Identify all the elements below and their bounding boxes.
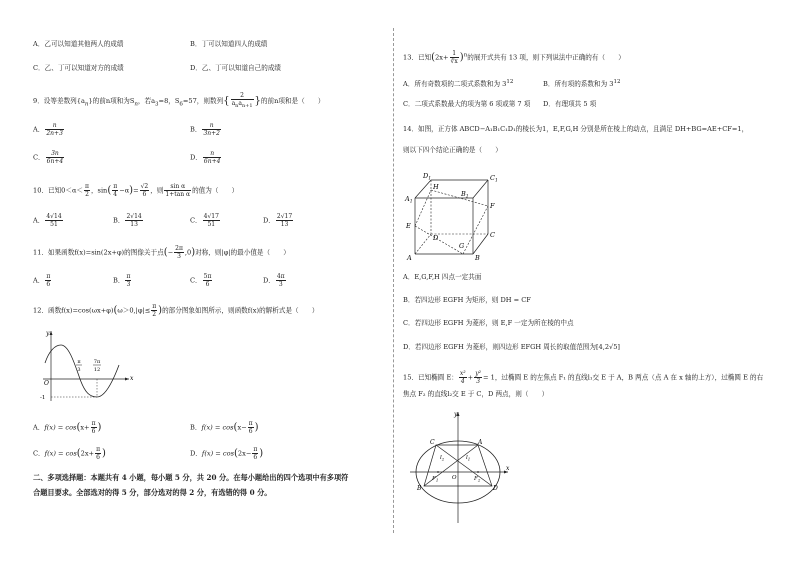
q14-option-c[interactable]: C．若四边形 EGFH 为菱形，则 E,F 一定为所在棱的中点 [403, 319, 574, 327]
q15-focus-f2 [477, 471, 479, 473]
q12-neg1-label: -1 [40, 395, 46, 401]
q14-label-d1: $D_1$ [423, 172, 432, 182]
q14-label-b1: $B_1$ [461, 190, 469, 200]
q8-option-c[interactable]: C．乙、丁可以知道对方的成绩 [33, 64, 124, 72]
q12-option-c[interactable]: C．f(x) = cos(2x+ $\frac{\pi}{6}$ ) [33, 446, 106, 461]
q14-label-c1: $C_1$ [490, 174, 498, 184]
q10-option-d[interactable]: D． $\frac{2√17}{13}$ [263, 213, 293, 228]
q12-tick1-den: 3 [77, 367, 81, 373]
q15-label-o: O [452, 475, 457, 481]
q8-option-d[interactable]: D．乙、丁可以知道自己的成绩 [190, 64, 282, 72]
q12-option-b[interactable]: B．f(x) = cos(x− $\frac{\pi}{6}$ ) [190, 420, 259, 435]
q9-option-a[interactable]: A． $\frac{n}{2n+3}$ [33, 122, 63, 137]
q11-option-d[interactable]: D． $\frac{4\pi}{3}$ [263, 273, 285, 288]
q14-option-a[interactable]: A．E,G,F,H 四点一定共面 [403, 273, 482, 281]
q11-option-a[interactable]: A． $\frac{\pi}{6}$ [33, 273, 51, 288]
q11-stem: 11．如果函数f(x)=sin(2x+φ)的图像关于点(− $\frac{2\pi}{3}$ ,0)对称，则|φ|的最小值是（ ） [33, 245, 290, 260]
q12-origin-label: O [44, 380, 49, 387]
q15-ellipse-figure [408, 408, 513, 528]
q8-option-b[interactable]: B．丁可以知道四人的成绩 [190, 40, 268, 48]
section2-heading-line1: 二、多项选择题：本题共有 4 小题，每小题 5 分，共 20 分。在每小题给出的四个选项中有多项符 [33, 473, 349, 482]
q14-segment-eg [415, 226, 463, 254]
section2-heading-line2: 合题目要求。全部选对的得 5 分，部分选对的得 2 分，有选错的得 0 分。 [33, 488, 272, 497]
q15-focus-f1 [437, 471, 439, 473]
q14-label-e: E [406, 222, 411, 230]
q12-tick2-num: 7π [93, 359, 101, 365]
q15-label-d: D [493, 485, 498, 492]
q9-stem: 9．设等差数列$\{a_n\}$的前n项和为$S_n$，若$a_3=8$，$S_6=57$，则数列{ $\frac{2}{a_na_{n+1}}$ }的前n项和是（ ） [33, 92, 325, 110]
q15-label-c: C [430, 439, 435, 446]
q15-stem-line1: 15．已知椭圆 E： $\frac{\text{x²}}{4}$ + $\frac{\text{y²}}{3}$ = 1，过椭圆 E 的左焦点 F₁ 的直线l₁交 E 于 A，B 两点（点 A 在 x 轴的上方），过椭圆 E 的右 [403, 370, 764, 385]
q9-option-b[interactable]: B． $\frac{n}{3n+2}$ [190, 122, 220, 137]
q12-y-label: y [46, 330, 50, 337]
q15-y-label: y [454, 411, 458, 418]
q15-label-l1: $l_1$ [466, 455, 471, 462]
q13-option-a[interactable]: A．所有奇数项的二项式系数和为 $3^{12}$ [403, 79, 514, 89]
q14-stem-line2: 则以下四个结论正确的是（ ） [403, 146, 502, 154]
q14-label-g: G [459, 242, 465, 250]
q9-option-d[interactable]: D． $\frac{n}{6n+4}$ [190, 150, 221, 165]
q14-label-h: H [433, 183, 439, 191]
q15-x-label: x [506, 465, 510, 472]
q10-stem: 10．已知0＜α＜ $\frac{\pi}{2}$ ，sin( $\frac{\pi}{4}$ −α)= $\frac{√2}{6}$ ，则 $\frac{\text{sin α}}{\text{1+tan α}}$ 的值为（ ） [33, 183, 239, 198]
right-column [403, 0, 763, 562]
left-column [30, 0, 380, 562]
q11-option-c[interactable]: C． $\frac{5\pi}{6}$ [190, 273, 212, 288]
q12-y-arrow [50, 331, 53, 335]
q15-line-l2 [436, 445, 492, 486]
q15-label-f2: $F_2$ [474, 476, 481, 483]
q10-option-c[interactable]: C． $\frac{4√17}{51}$ [190, 213, 219, 228]
q12-cosine-graph [35, 325, 155, 405]
q13-option-d[interactable]: D．有理项共 5 项 [543, 100, 597, 108]
q14-label-a: A [407, 254, 412, 262]
q12-stem: 12．函数f(x)=cos(ωx+φ)(ω＞0,|φ|≤ $\frac{\pi}{2}$ )的部分图象如图所示，则函数f(x)的解析式是（ ） [33, 303, 319, 318]
q14-label-c: C [490, 231, 495, 239]
q14-label-b: B [475, 254, 480, 262]
q14-edge-bc [473, 234, 488, 254]
q12-x-label: x [130, 375, 134, 382]
q14-label-a1: $A_1$ [405, 195, 413, 205]
q14-stem-line1: 14．如图，正方体 ABCD−A₁B₁C₁D₁的棱长为1，E,F,G,H 分别是所在棱上的动点，且满足 DH+BG=AE+CF=1， [403, 125, 749, 133]
q8-option-a[interactable]: A．乙可以知道其他两人的成绩 [33, 40, 124, 48]
q12-x-arrow [125, 378, 129, 381]
q14-edge-b1c1 [473, 180, 488, 198]
q13-option-b[interactable]: B．所有项的系数和为 $3^{12}$ [543, 79, 621, 89]
q14-edge-ad [415, 234, 431, 254]
q14-label-d: D [433, 234, 439, 242]
q9-option-c[interactable]: C． $\frac{3n}{6n+4}$ [33, 150, 64, 165]
q13-stem: 13．已知(2x+ $\frac{1}{∛x}$ )$^n$的展开式共有 13 项，则下列说法中正确的有（ ） [403, 50, 625, 65]
q11-option-b[interactable]: B． $\frac{\pi}{3}$ [113, 273, 131, 288]
q15-label-a: A [478, 439, 483, 446]
q14-option-d[interactable]: D．若四边形 EGFH 为菱形，则四边形 EFGH 周长的取值范围为[4,2√5] [403, 343, 620, 351]
q14-segment-gf [463, 206, 488, 254]
q12-option-a[interactable]: A．f(x) = cos(x+ $\frac{\pi}{6}$ ) [33, 420, 102, 435]
q15-label-l2: $l_2$ [440, 455, 445, 462]
q15-label-b: B [417, 485, 422, 492]
q12-tick2-den: 12 [93, 367, 101, 373]
q14-label-f: F [490, 202, 495, 210]
q10-option-a[interactable]: A． $\frac{4√14}{51}$ [33, 213, 62, 228]
q15-label-f1: $F_1$ [432, 476, 439, 483]
q12-option-d[interactable]: D．f(x) = cos(2x− $\frac{\pi}{6}$ ) [190, 446, 264, 461]
q13-option-c[interactable]: C．二项式系数最大的项为第 6 项或第 7 项 [403, 100, 531, 108]
q14-option-b[interactable]: B．若四边形 EGFH 为矩形，则 DH = CF [403, 296, 531, 304]
q12-tick1-num: π [77, 359, 81, 365]
q12-curve [45, 345, 119, 397]
q14-cube-figure [403, 168, 503, 263]
q10-option-b[interactable]: B． $\frac{2√14}{13}$ [113, 213, 142, 228]
q14-edge-a1d1 [415, 180, 431, 198]
q15-stem-line2: 焦点 F₂ 的直线l₂交 E 于 C，D 两点，则（ ） [403, 390, 549, 398]
column-divider [393, 28, 394, 533]
